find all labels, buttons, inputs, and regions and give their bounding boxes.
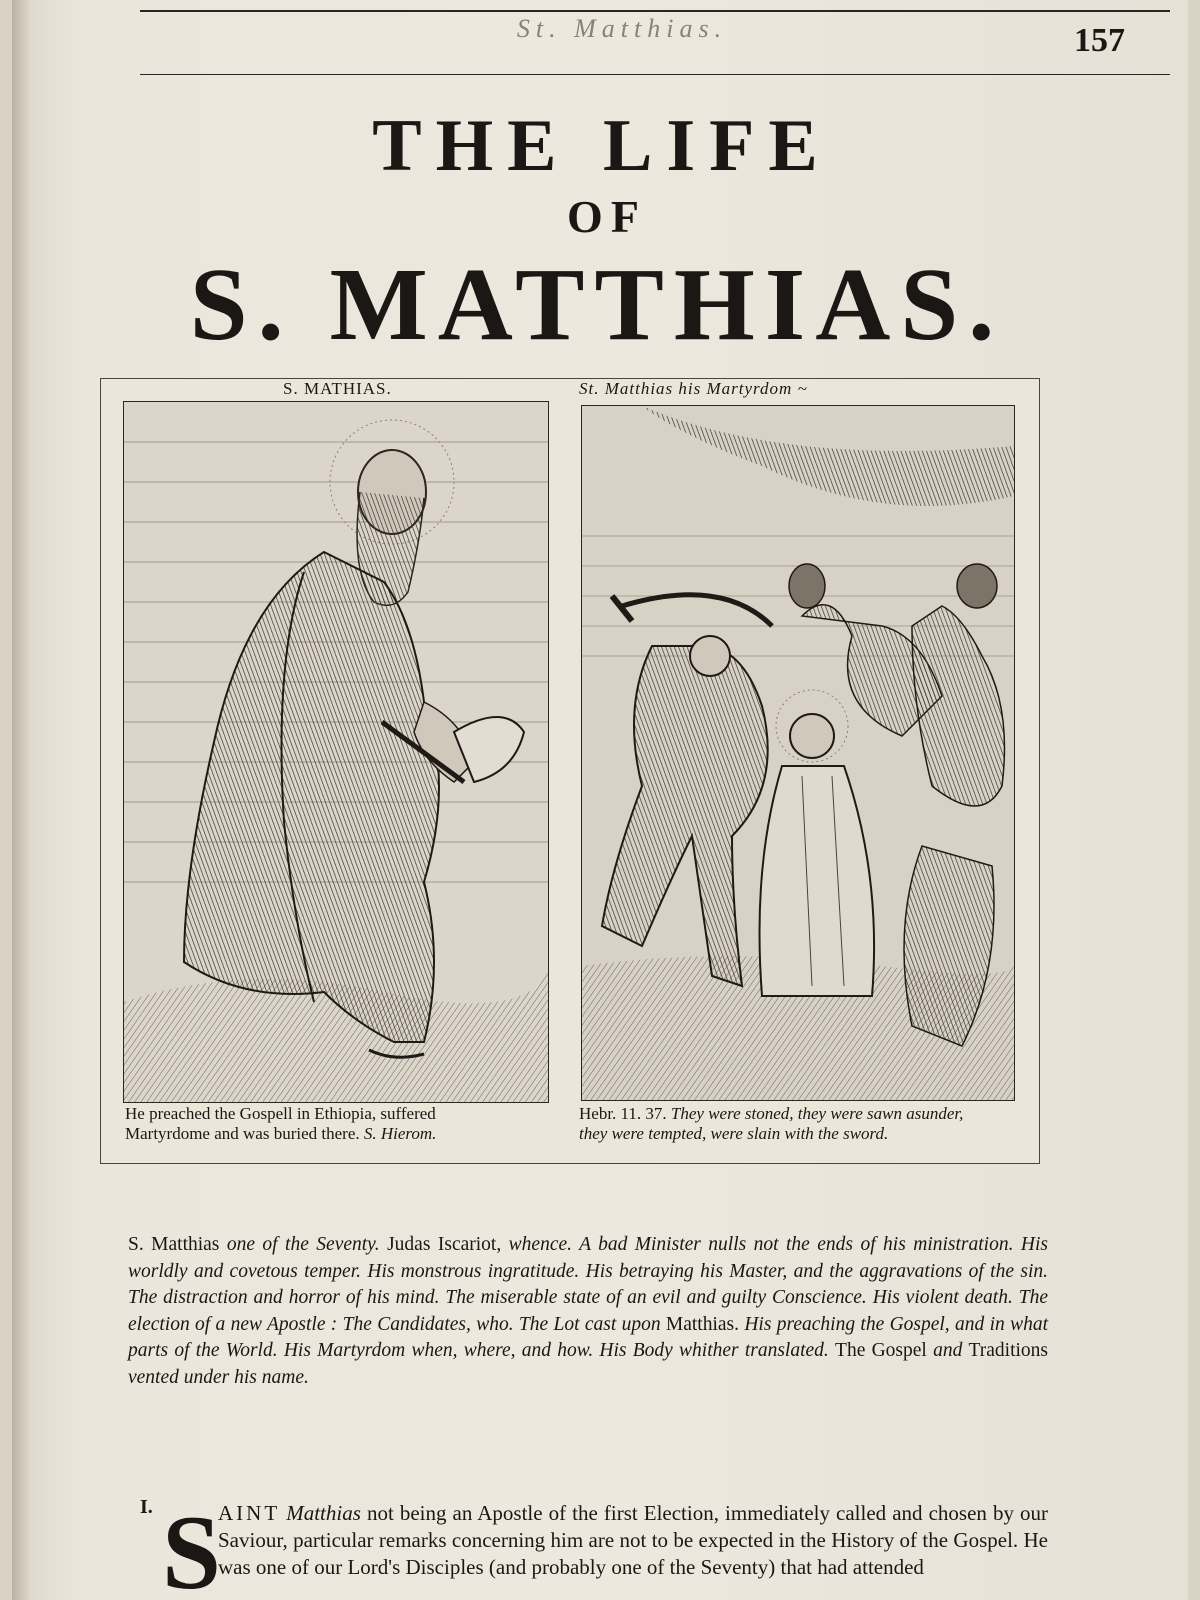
summary-part: and [933, 1340, 969, 1362]
right-caption-line-1 [579, 1104, 1029, 1124]
chapter-summary [128, 1232, 1048, 1392]
left-plate-caption [125, 1104, 545, 1144]
right-plate-label: St. Matthias his Martyrdom ~ [579, 379, 808, 398]
drop-cap: S [162, 1494, 221, 1600]
summary-part: one of the Seventy. [226, 1234, 388, 1255]
top-rule [140, 10, 1170, 12]
right-plate-caption [579, 1104, 1029, 1144]
first-word: AINT [218, 1501, 281, 1525]
book-page [12, 0, 1188, 1600]
left-plate-label: S. MATHIAS. [283, 379, 392, 398]
left-caption-source: S. Hierom. [363, 1124, 437, 1143]
running-head: St. Matthias. [516, 14, 728, 43]
right-caption-text-1: They were stoned, they were sawn asunder, [670, 1104, 964, 1123]
summary-part: His preaching the Gospel, and in what parts of the World. His Martyrdom when, where, and how. His Body whither translated. [128, 1313, 1048, 1362]
page-number: 157 [1074, 22, 1125, 59]
summary-part: whence. A bad Minister nulls not the ends of his ministration. His worldly and covetous temper. His monstrous ingratitude. His betraying his Master, and the aggravations of the sin. The distraction and horror of his mind. The miserable state of an evil and guilty Conscience. His violent death. The election of a new Apostle : The Candidates, who. The Lot cast upon [128, 1234, 1049, 1335]
left-caption-line-2 [125, 1124, 545, 1144]
section-number: I. [140, 1496, 153, 1518]
saint-with-axe-illustration [124, 402, 548, 1102]
paragraph-text: not being an Apostle of the first Election, immediately called and chosen by our Saviour, particular remarks concerning him are not to be expected in the History of the Gospel. He was one of our Lord's Disciples (and probably one of the Seventy) that had attended [218, 1501, 1048, 1579]
right-caption-text-2: they were tempted, were slain with the sword. [579, 1124, 889, 1143]
summary-part: vented under his name. [128, 1366, 309, 1388]
title-line-2: OF [567, 191, 647, 242]
left-caption-line-1: He preached the Gospell in Ethiopia, suffered [125, 1104, 436, 1123]
right-caption-ref: Hebr. 11. 37. [579, 1104, 667, 1123]
left-caption-text: Martyrdome and was buried there. [125, 1124, 360, 1143]
page-gutter [12, 0, 30, 1600]
header-rule [140, 74, 1170, 75]
summary-part: Judas Iscariot, [387, 1234, 509, 1255]
title-line-3: S. MATTHIAS. [189, 247, 1005, 362]
martyrdom-illustration [582, 406, 1014, 1100]
engraving-plate [100, 378, 1040, 1164]
body-paragraph [218, 1500, 1048, 1581]
summary-part: The Gospel [835, 1340, 934, 1362]
title-line-1: THE LIFE [372, 105, 832, 187]
saint-name: Matthias [286, 1501, 361, 1525]
engraving-martyrdom [581, 405, 1015, 1101]
engraving-saint-matthias [123, 401, 549, 1103]
summary-part: Traditions [968, 1340, 1049, 1362]
summary-part: Matthias. [665, 1313, 745, 1335]
summary-part: S. Matthias [128, 1234, 227, 1255]
